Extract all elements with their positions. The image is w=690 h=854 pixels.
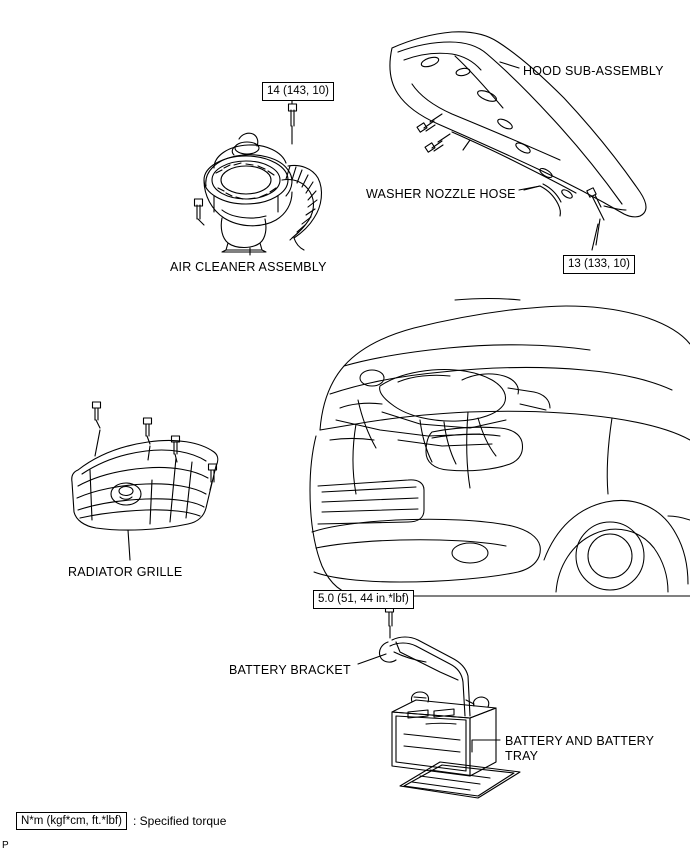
label-battery-and-battery-tray-line1: BATTERY AND BATTERY (505, 734, 655, 748)
vehicle-body-art (310, 299, 690, 597)
air-cleaner-bolt-lower (195, 199, 205, 225)
legend-description: : Specified torque (132, 814, 227, 828)
radiator-grille-leader (128, 530, 130, 560)
battery-and-tray-art (392, 692, 520, 798)
grille-clip-3 (172, 436, 180, 462)
hood-sub-assembly-leader (500, 62, 519, 68)
legend (16, 812, 226, 830)
label-radiator-grille: RADIATOR GRILLE (68, 565, 183, 579)
legend-unit-box: N*m (kgf*cm, ft.*lbf) (16, 812, 127, 830)
label-air-cleaner-assembly: AIR CLEANER ASSEMBLY (170, 260, 327, 274)
label-battery-and-battery-tray-line2: TRAY (505, 749, 539, 763)
label-battery-bracket: BATTERY BRACKET (229, 663, 351, 677)
washer-nozzle-hose-leader (519, 186, 540, 190)
air-cleaner-assembly-art (204, 133, 321, 252)
torque-spec-air-cleaner: 14 (143, 10) (262, 82, 334, 101)
hood-hinge-bolt-left (417, 114, 442, 132)
washer-nozzle-hose-art (524, 184, 561, 216)
label-washer-nozzle-hose: WASHER NOZZLE HOSE (366, 187, 516, 201)
hood-hinge-bolt-left-2 (425, 134, 450, 152)
footer-code: P (2, 840, 9, 851)
label-hood-sub-assembly: HOOD SUB-ASSEMBLY (523, 64, 664, 78)
battery-bracket-bolt (386, 606, 394, 638)
radiator-grille-art (72, 440, 218, 530)
torque-spec-battery-bracket: 5.0 (51, 44 in.*lbf) (313, 590, 414, 609)
grille-clip-2 (144, 418, 152, 460)
grille-clip-1 (93, 402, 101, 456)
torque-spec-hood-hinge: 13 (133, 10) (563, 255, 635, 274)
air-cleaner-bolt-top (289, 104, 297, 144)
